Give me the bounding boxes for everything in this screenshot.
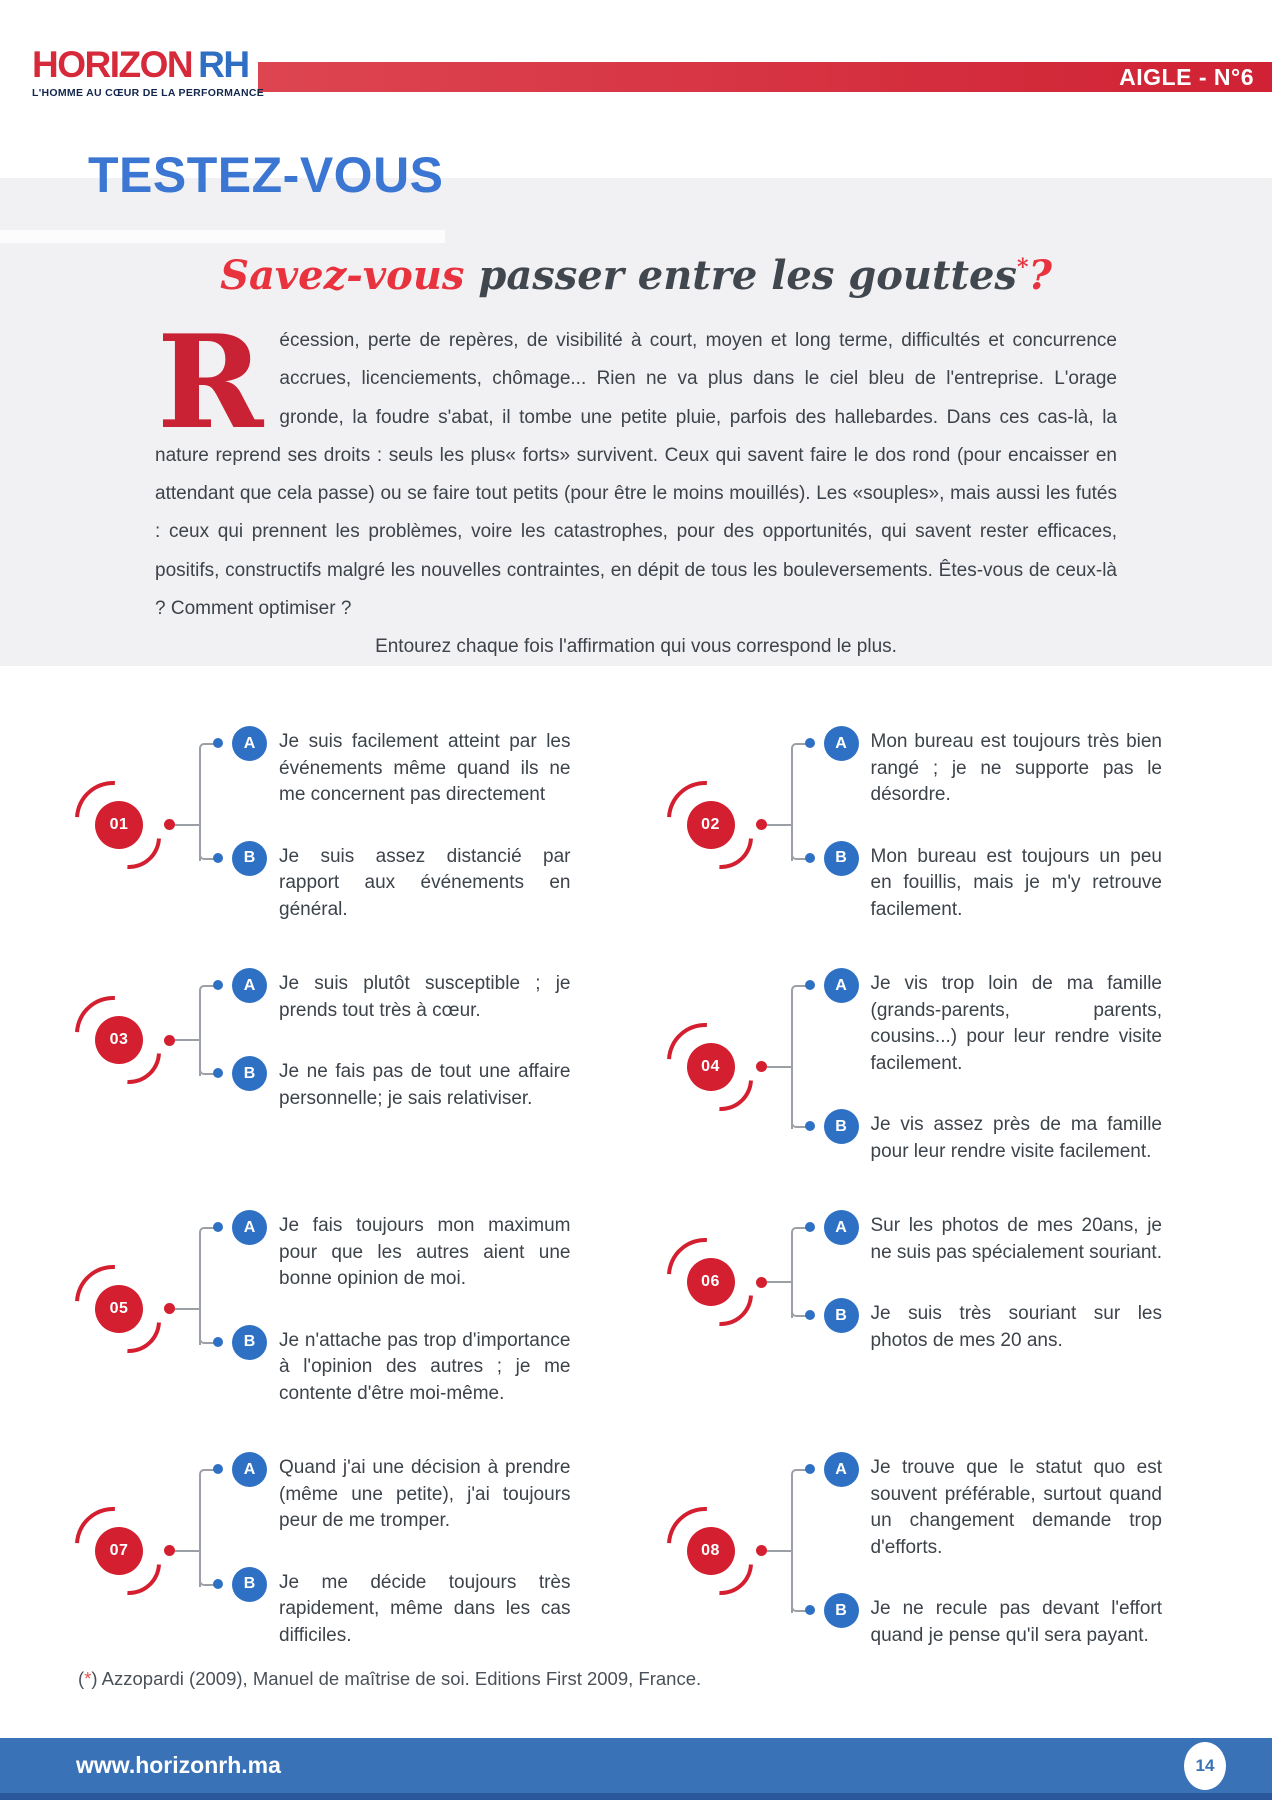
option-b-button[interactable]: B: [232, 1567, 267, 1602]
option-dot: [805, 1605, 815, 1615]
options: [199, 1210, 571, 1407]
issue-label: AIGLE - N°6: [1119, 63, 1254, 90]
option-b-text: Mon bureau est toujours un peu en fouillis, mais je m'y retrouve facilement.: [870, 845, 1162, 920]
option-a-button[interactable]: A: [824, 968, 859, 1003]
intro-paragraph: [155, 308, 1117, 628]
connector-line: [767, 1281, 791, 1283]
logo-word-horizon: HORIZON: [32, 44, 193, 85]
option-dot: [805, 1121, 815, 1131]
connector-line: [175, 824, 199, 826]
option-dot: [805, 980, 815, 990]
option-dot: [213, 1337, 223, 1347]
options: [791, 1210, 1163, 1354]
intro-heading-qmark: ?: [1028, 252, 1052, 299]
option-b-text: Je ne fais pas de tout une affaire personnelle; je sais relativiser.: [279, 1061, 571, 1109]
connector-dot: [164, 1545, 175, 1556]
question-04-option-b: [791, 1109, 1163, 1165]
question-block-01: [75, 726, 571, 923]
footnote: [78, 1668, 701, 1690]
page-number: 14: [1195, 1755, 1215, 1775]
question-02-option-b: [791, 841, 1163, 924]
question-06-option-b: [791, 1298, 1163, 1354]
question-04-number-badge: [667, 1021, 755, 1113]
option-b-button[interactable]: B: [824, 1593, 859, 1628]
question-block-03: [75, 968, 571, 1112]
footnote-close-paren: ): [91, 1668, 102, 1689]
connector-line: [767, 824, 791, 826]
question-number: 06: [687, 1258, 735, 1306]
connector-dot: [756, 1061, 767, 1072]
option-a-text: Je fais toujours mon maximum pour que les autres aient une bonne opinion de moi.: [279, 1215, 571, 1289]
option-dot: [213, 1222, 223, 1232]
question-07-option-a: [199, 1452, 571, 1535]
option-a-button[interactable]: A: [824, 1210, 859, 1245]
page-number-badge: [1184, 1742, 1226, 1790]
option-a-button[interactable]: A: [232, 1210, 267, 1245]
option-a-button[interactable]: A: [824, 726, 859, 761]
option-a-text: Je suis facilement atteint par les événements même quand ils ne me concernent pas directement: [279, 731, 571, 805]
question-block-06: [667, 1210, 1163, 1354]
page-title: TESTEZ-VOUS: [88, 147, 444, 203]
option-b-button[interactable]: B: [824, 1109, 859, 1144]
dropcap-letter: R: [157, 308, 264, 458]
options: [791, 968, 1163, 1165]
options: [791, 1452, 1163, 1649]
options: [791, 726, 1163, 923]
option-b-button[interactable]: B: [824, 841, 859, 876]
option-b-text: Je vis assez près de ma famille pour leur rendre visite facilement.: [870, 1114, 1162, 1162]
question-block-08: [667, 1452, 1163, 1649]
issue-banner: [258, 62, 1272, 92]
question-03-option-a: [199, 968, 571, 1024]
question-block-07: [75, 1452, 571, 1649]
intro-heading-rest: passer entre les gouttes: [464, 252, 1017, 299]
footnote-text: Azzopardi (2009), Manuel de maîtrise de soi. Editions First 2009, France.: [101, 1668, 702, 1689]
question-block-04: [667, 968, 1163, 1165]
option-dot: [213, 980, 223, 990]
question-02-option-a: [791, 726, 1163, 809]
question-01-option-b: [199, 841, 571, 924]
question-06-option-a: [791, 1210, 1163, 1266]
question-03-option-b: [199, 1056, 571, 1112]
option-b-text: Je n'attache pas trop d'importance à l'opinion des autres ; je me contente d'être moi-même.: [279, 1329, 571, 1404]
option-a-text: Quand j'ai une décision à prendre (même une petite), j'ai toujours peur de me tromper.: [279, 1457, 571, 1531]
connector-dot: [164, 819, 175, 830]
question-01-number-badge: [75, 779, 163, 871]
options: [199, 726, 571, 923]
page-footer: [0, 1738, 1272, 1800]
option-dot: [213, 1068, 223, 1078]
horizonrh-logo: [32, 46, 264, 99]
intro-heading-lead: Savez-vous: [220, 252, 465, 299]
question-08-option-b: [791, 1593, 1163, 1649]
footnote-asterisk: *: [1016, 254, 1029, 281]
connector-line: [175, 1308, 199, 1310]
question-07-number-badge: [75, 1505, 163, 1597]
question-block-05: [75, 1210, 571, 1407]
question-06-number-badge: [667, 1236, 755, 1328]
option-dot: [805, 853, 815, 863]
question-block-02: [667, 726, 1163, 923]
option-a-button[interactable]: A: [232, 968, 267, 1003]
option-dot: [213, 853, 223, 863]
option-dot: [805, 1464, 815, 1474]
connector-dot: [164, 1303, 175, 1314]
option-b-button[interactable]: B: [824, 1298, 859, 1333]
connector-dot: [756, 819, 767, 830]
option-a-text: Je vis trop loin de ma famille (grands-parents, parents, cousins...) pour leur rendre visite facilement.: [870, 973, 1162, 1074]
footnote-asterisk: *: [84, 1668, 92, 1689]
question-number: 01: [95, 801, 143, 849]
question-number: 08: [687, 1527, 735, 1575]
website-link[interactable]: www.horizonrh.ma: [76, 1752, 281, 1778]
question-05-option-b: [199, 1325, 571, 1408]
option-a-button[interactable]: A: [232, 726, 267, 761]
option-dot: [805, 738, 815, 748]
question-05-number-badge: [75, 1263, 163, 1355]
option-b-button[interactable]: B: [232, 841, 267, 876]
connector-line: [767, 1066, 791, 1068]
connector-line: [175, 1039, 199, 1041]
question-04-option-a: [791, 968, 1163, 1077]
options: [199, 1452, 571, 1649]
intro-heading: [0, 254, 1272, 298]
logo-wordmark: [32, 46, 264, 83]
option-a-button[interactable]: A: [232, 1452, 267, 1487]
question-02-number-badge: [667, 779, 755, 871]
option-a-text: Sur les photos de mes 20ans, je ne suis pas spécialement souriant.: [870, 1215, 1162, 1263]
connector-dot: [164, 1035, 175, 1046]
option-dot: [213, 1579, 223, 1589]
option-b-button[interactable]: B: [232, 1056, 267, 1091]
footnote-open-paren: (: [78, 1668, 85, 1689]
option-dot: [213, 738, 223, 748]
intro-paragraph-text: écession, perte de repères, de visibilité à court, moyen et long terme, difficultés et concurrence accrues, licenciements, chômage... Rien ne va plus dans le ciel bleu de l'entreprise. L'orage gronde, la foudre s'abat, il tombe une petite pluie, parfois des hallebardes. Dans ces cas-là, la nature reprend ses droits : seuls les plus« forts» survivent. Ceux qui savent faire le dos rond (pour encaisser en attendant que cela passe) ou se faire tout petits (pour être le moins mouillés). Les «souples», mais aussi les futés : ceux qui prennent les problèmes, voire les catastrophes, pour des opportunités, qui savent rester efficaces, positifs, constructifs malgré les nouvelles contraintes, en dépit de tous les bouleversements. Êtes-vous de ceux-là ? Comment optimiser ?: [155, 330, 1117, 620]
intro-panel: [0, 178, 1272, 666]
option-b-text: Je suis très souriant sur les photos de mes 20 ans.: [870, 1303, 1162, 1351]
option-a-text: Je suis plutôt susceptible ; je prends tout très à cœur.: [279, 973, 571, 1021]
question-03-number-badge: [75, 994, 163, 1086]
option-a-text: Je trouve que le statut quo est souvent préférable, surtout quand un changement demande trop d'efforts.: [870, 1457, 1162, 1558]
question-08-option-a: [791, 1452, 1163, 1561]
option-dot: [805, 1222, 815, 1232]
logo-tagline: L'HOMME AU CŒUR DE LA PERFORMANCE: [32, 87, 265, 99]
question-01-option-a: [199, 726, 571, 809]
question-05-option-a: [199, 1210, 571, 1293]
option-b-text: Je suis assez distancié par rapport aux événements en général.: [279, 845, 571, 920]
option-dot: [805, 1310, 815, 1320]
question-number: 02: [687, 801, 735, 849]
connector-line: [175, 1550, 199, 1552]
question-07-option-b: [199, 1567, 571, 1650]
connector-dot: [756, 1545, 767, 1556]
options: [199, 968, 571, 1112]
question-number: 04: [687, 1043, 735, 1091]
option-b-text: Je me décide toujours très rapidement, même dans les cas difficiles.: [279, 1571, 571, 1646]
option-a-button[interactable]: A: [824, 1452, 859, 1487]
connector-dot: [756, 1277, 767, 1288]
option-b-text: Je ne recule pas devant l'effort quand je pense qu'il sera payant.: [870, 1598, 1162, 1646]
option-a-text: Mon bureau est toujours très bien rangé ; je ne supporte pas le désordre.: [870, 731, 1162, 805]
option-b-button[interactable]: B: [232, 1325, 267, 1360]
questions-grid: [75, 726, 1162, 1649]
question-number: 07: [95, 1527, 143, 1575]
question-number: 03: [95, 1016, 143, 1064]
option-dot: [213, 1464, 223, 1474]
logo-word-rh: RH: [198, 44, 249, 85]
connector-line: [767, 1550, 791, 1552]
title-underline-decoration: [0, 230, 445, 243]
intro-instruction: Entourez chaque fois l'affirmation qui vous correspond le plus.: [375, 636, 897, 658]
question-number: 05: [95, 1285, 143, 1333]
question-08-number-badge: [667, 1505, 755, 1597]
